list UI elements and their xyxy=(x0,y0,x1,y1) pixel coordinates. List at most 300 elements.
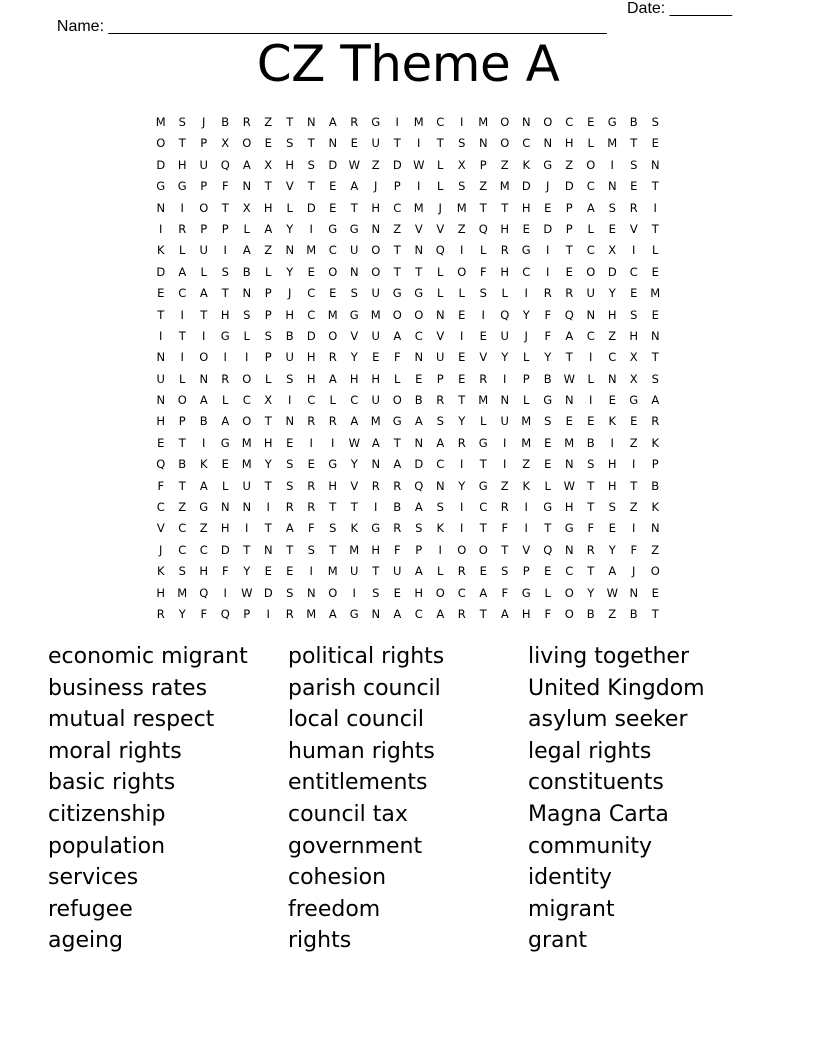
grid-letter: Z xyxy=(608,606,617,621)
grid-letter: Q xyxy=(435,243,445,258)
grid-letter: T xyxy=(329,500,337,515)
grid-letter: N xyxy=(156,393,166,408)
grid-letter: U xyxy=(371,328,380,343)
grid-letter: I xyxy=(223,243,227,258)
grid-letter: O xyxy=(242,136,252,151)
grid-letter: R xyxy=(242,115,251,129)
grid-letter: O xyxy=(242,371,252,386)
grid-letter: C xyxy=(414,606,423,621)
grid-letter: I xyxy=(266,606,270,621)
grid-letter: L xyxy=(652,243,659,258)
grid-letter: Y xyxy=(544,350,552,365)
word-list-item: refugee xyxy=(48,896,133,922)
grid-letter: R xyxy=(371,478,380,493)
grid-letter: A xyxy=(565,328,574,343)
grid-letter: R xyxy=(178,221,187,236)
grid-letter: S xyxy=(286,136,294,151)
grid-letter: K xyxy=(651,435,660,450)
grid-letter: C xyxy=(586,328,595,343)
grid-letter: T xyxy=(458,393,466,408)
grid-letter: S xyxy=(329,521,337,536)
grid-letter: M xyxy=(241,435,252,450)
grid-letter: T xyxy=(264,179,272,194)
grid-letter: E xyxy=(350,136,358,151)
grid-letter: U xyxy=(350,564,359,579)
grid-letter: E xyxy=(157,286,165,301)
grid-letter: C xyxy=(393,200,402,215)
grid-letter: N xyxy=(242,286,252,301)
grid-letter: C xyxy=(565,115,574,129)
grid-letter: R xyxy=(479,371,488,386)
grid-letter: I xyxy=(460,500,464,515)
grid-letter: M xyxy=(155,115,166,129)
grid-letter: I xyxy=(309,221,313,236)
grid-letter: S xyxy=(350,286,358,301)
grid-letter: N xyxy=(478,136,488,151)
grid-letter: G xyxy=(156,179,166,194)
grid-letter: F xyxy=(157,478,165,493)
grid-letter: Q xyxy=(500,307,510,322)
word-list-item: citizenship xyxy=(48,801,166,827)
grid-letter: Y xyxy=(608,286,616,301)
grid-letter: M xyxy=(241,457,252,472)
grid-letter: B xyxy=(586,606,595,621)
grid-letter: L xyxy=(265,264,272,279)
grid-letter: I xyxy=(288,393,292,408)
grid-letter: M xyxy=(607,136,618,151)
grid-letter: E xyxy=(651,585,659,600)
grid-letter: E xyxy=(393,585,401,600)
grid-row xyxy=(150,476,666,497)
grid-letter: M xyxy=(327,307,338,322)
grid-letter: J xyxy=(632,564,636,579)
grid-letter: D xyxy=(543,221,553,236)
grid-letter: C xyxy=(414,328,423,343)
grid-letter: T xyxy=(178,478,186,493)
grid-letter: A xyxy=(651,393,660,408)
grid-letter: I xyxy=(610,435,614,450)
grid-letter: Z xyxy=(199,521,208,536)
grid-letter: Y xyxy=(243,564,251,579)
grid-row xyxy=(150,561,666,582)
grid-letter: R xyxy=(307,500,316,515)
grid-letter: P xyxy=(479,157,487,172)
grid-letter: B xyxy=(629,115,638,129)
grid-letter: T xyxy=(630,136,638,151)
grid-row xyxy=(150,240,666,261)
word-list-item: economic migrant xyxy=(48,644,248,669)
grid-letter: E xyxy=(630,179,638,194)
grid-letter: F xyxy=(544,307,552,322)
grid-letter: E xyxy=(651,264,659,279)
grid-letter: A xyxy=(350,414,359,429)
grid-letter: Y xyxy=(587,585,595,600)
grid-letter: I xyxy=(159,221,163,236)
grid-letter: U xyxy=(242,478,251,493)
grid-letter: P xyxy=(436,371,444,386)
grid-letter: N xyxy=(607,179,617,194)
grid-letter: I xyxy=(438,542,442,557)
grid-letter: A xyxy=(436,435,445,450)
grid-letter: O xyxy=(177,393,187,408)
grid-letter: L xyxy=(544,585,551,600)
grid-letter: T xyxy=(479,457,487,472)
grid-letter: R xyxy=(436,393,445,408)
grid-letter: P xyxy=(200,221,208,236)
grid-row xyxy=(150,326,666,347)
grid-letter: G xyxy=(478,478,488,493)
grid-letter: Q xyxy=(156,457,166,472)
word-list-item: human rights xyxy=(288,738,435,764)
grid-letter: L xyxy=(243,221,250,236)
grid-letter: G xyxy=(564,521,574,536)
grid-letter: B xyxy=(651,478,660,493)
grid-letter: I xyxy=(202,435,206,450)
grid-letter: S xyxy=(178,115,186,129)
grid-letter: Y xyxy=(608,542,616,557)
word-list-item: business rates xyxy=(48,675,208,701)
grid-letter: F xyxy=(501,585,509,600)
grid-row xyxy=(150,219,666,240)
grid-letter: W xyxy=(348,435,360,450)
grid-letter: T xyxy=(651,350,659,365)
grid-letter: O xyxy=(435,585,445,600)
grid-letter: T xyxy=(286,542,294,557)
grid-letter: J xyxy=(288,286,292,301)
grid-letter: E xyxy=(608,393,616,408)
grid-letter: M xyxy=(521,414,532,429)
grid-letter: Q xyxy=(543,542,553,557)
grid-letter: T xyxy=(286,115,294,129)
grid-letter: I xyxy=(180,200,184,215)
grid-row xyxy=(150,305,666,326)
grid-letter: E xyxy=(286,435,294,450)
grid-letter: E xyxy=(544,564,552,579)
grid-letter: S xyxy=(608,200,616,215)
grid-letter: T xyxy=(565,243,573,258)
grid-letter: F xyxy=(544,606,552,621)
grid-letter: T xyxy=(307,179,315,194)
grid-letter: U xyxy=(156,371,165,386)
grid-letter: N xyxy=(564,393,574,408)
grid-letter: O xyxy=(371,243,381,258)
grid-letter: H xyxy=(328,478,338,493)
grid-letter: S xyxy=(458,136,466,151)
grid-letter: W xyxy=(606,585,618,600)
grid-letter: S xyxy=(630,157,638,172)
grid-letter: H xyxy=(306,350,316,365)
grid-letter: I xyxy=(374,500,378,515)
grid-letter: H xyxy=(521,606,531,621)
grid-letter: M xyxy=(650,286,661,301)
grid-letter: G xyxy=(328,221,338,236)
grid-letter: V xyxy=(479,350,488,365)
grid-letter: C xyxy=(178,521,187,536)
grid-letter: E xyxy=(221,457,229,472)
grid-letter: E xyxy=(587,414,595,429)
grid-letter: T xyxy=(651,179,659,194)
grid-letter: L xyxy=(222,393,229,408)
grid-letter: A xyxy=(500,606,509,621)
grid-letter: H xyxy=(607,478,617,493)
grid-letter: A xyxy=(328,115,337,129)
grid-letter: T xyxy=(200,307,208,322)
grid-letter: H xyxy=(607,457,617,472)
grid-letter: Z xyxy=(629,500,638,515)
grid-letter: O xyxy=(156,136,166,151)
grid-letter: I xyxy=(524,521,528,536)
word-list-item: migrant xyxy=(528,896,615,922)
word-list-column-2 xyxy=(288,641,444,957)
grid-letter: I xyxy=(395,115,399,129)
grid-letter: C xyxy=(178,542,187,557)
grid-letter: S xyxy=(608,500,616,515)
grid-letter: U xyxy=(500,328,509,343)
grid-letter: I xyxy=(610,157,614,172)
grid-letter: S xyxy=(436,414,444,429)
word-search-grid xyxy=(150,112,666,625)
grid-letter: S xyxy=(286,371,294,386)
grid-letter: V xyxy=(350,328,359,343)
grid-letter: I xyxy=(159,328,163,343)
grid-letter: S xyxy=(436,500,444,515)
grid-letter: N xyxy=(349,264,359,279)
grid-letter: N xyxy=(629,585,639,600)
grid-letter: I xyxy=(632,521,636,536)
grid-letter: P xyxy=(221,221,229,236)
grid-letter: W xyxy=(413,157,425,172)
grid-letter: M xyxy=(306,243,317,258)
grid-letter: E xyxy=(307,457,315,472)
grid-letter: M xyxy=(370,307,381,322)
grid-letter: R xyxy=(500,500,509,515)
grid-row xyxy=(150,604,666,625)
grid-letter: T xyxy=(479,200,487,215)
grid-letter: G xyxy=(607,115,617,129)
grid-row xyxy=(150,155,666,176)
grid-letter: R xyxy=(565,286,574,301)
grid-letter: T xyxy=(221,286,229,301)
grid-letter: I xyxy=(653,200,657,215)
grid-letter: F xyxy=(587,521,595,536)
grid-letter: G xyxy=(392,286,402,301)
grid-letter: Q xyxy=(220,606,230,621)
grid-letter: C xyxy=(565,564,574,579)
grid-letter: S xyxy=(501,564,509,579)
grid-letter: O xyxy=(564,606,574,621)
grid-letter: I xyxy=(460,115,464,129)
grid-letter: I xyxy=(503,371,507,386)
grid-letter: P xyxy=(200,179,208,194)
grid-letter: L xyxy=(179,371,186,386)
grid-letter: O xyxy=(328,264,338,279)
header xyxy=(48,0,748,35)
grid-letter: R xyxy=(285,606,294,621)
grid-letter: Z xyxy=(500,478,509,493)
word-list-item: political rights xyxy=(288,644,445,669)
grid-letter: T xyxy=(415,264,423,279)
grid-letter: T xyxy=(393,435,401,450)
grid-letter: F xyxy=(200,606,208,621)
grid-row xyxy=(150,176,666,197)
grid-letter: F xyxy=(501,521,509,536)
grid-letter: H xyxy=(285,157,295,172)
grid-letter: O xyxy=(650,564,660,579)
grid-letter: H xyxy=(629,328,639,343)
grid-letter: Y xyxy=(350,350,358,365)
grid-letter: A xyxy=(328,371,337,386)
grid-letter: L xyxy=(179,243,186,258)
grid-letter: N xyxy=(607,371,617,386)
grid-letter: H xyxy=(349,371,359,386)
word-list-item: legal rights xyxy=(528,738,652,764)
grid-letter: L xyxy=(437,564,444,579)
grid-letter: R xyxy=(543,286,552,301)
grid-letter: G xyxy=(349,221,359,236)
grid-letter: T xyxy=(157,307,165,322)
grid-letter: K xyxy=(436,521,445,536)
grid-letter: S xyxy=(221,264,229,279)
grid-letter: E xyxy=(608,521,616,536)
grid-letter: P xyxy=(565,200,573,215)
grid-letter: O xyxy=(500,136,510,151)
grid-letter: H xyxy=(220,521,230,536)
grid-letter: Q xyxy=(199,585,209,600)
grid-letter: A xyxy=(414,500,423,515)
grid-letter: C xyxy=(586,179,595,194)
grid-letter: U xyxy=(285,350,294,365)
grid-letter: U xyxy=(500,414,509,429)
grid-letter: R xyxy=(221,371,230,386)
grid-row xyxy=(150,262,666,283)
grid-letter: A xyxy=(371,435,380,450)
grid-letter: O xyxy=(392,307,402,322)
grid-letter: B xyxy=(543,371,552,386)
grid-letter: N xyxy=(306,585,316,600)
grid-letter: U xyxy=(350,243,359,258)
grid-letter: N xyxy=(371,457,381,472)
grid-letter: R xyxy=(156,606,165,621)
grid-letter: L xyxy=(437,179,444,194)
grid-letter: E xyxy=(544,435,552,450)
grid-letter: H xyxy=(371,371,381,386)
grid-letter: I xyxy=(460,243,464,258)
word-list-item: constituents xyxy=(528,770,664,796)
grid-letter: F xyxy=(221,564,229,579)
grid-letter: A xyxy=(436,606,445,621)
grid-letter: H xyxy=(371,200,381,215)
grid-letter: M xyxy=(456,200,467,215)
grid-letter: C xyxy=(307,286,316,301)
date-field: Date: _______ xyxy=(627,0,732,17)
grid-letter: E xyxy=(264,136,272,151)
grid-letter: K xyxy=(199,457,208,472)
grid-letter: R xyxy=(586,542,595,557)
word-list-item: ageing xyxy=(48,928,124,954)
grid-letter: L xyxy=(523,350,530,365)
word-list-item: entitlements xyxy=(288,770,428,796)
grid-letter: U xyxy=(371,393,380,408)
grid-letter: H xyxy=(500,264,510,279)
grid-letter: T xyxy=(329,542,337,557)
grid-letter: Y xyxy=(264,457,272,472)
grid-letter: N xyxy=(328,136,338,151)
grid-letter: E xyxy=(329,179,337,194)
grid-letter: N xyxy=(285,414,295,429)
grid-letter: C xyxy=(178,286,187,301)
grid-letter: C xyxy=(457,585,466,600)
grid-letter: V xyxy=(522,542,531,557)
grid-letter: G xyxy=(371,521,381,536)
grid-letter: U xyxy=(586,286,595,301)
word-list-item: council tax xyxy=(288,801,408,827)
grid-letter: Z xyxy=(393,221,402,236)
grid-letter: D xyxy=(414,457,424,472)
grid-letter: N xyxy=(543,136,553,151)
grid-letter: Y xyxy=(350,457,358,472)
grid-letter: N xyxy=(220,500,230,515)
word-list-item: asylum seeker xyxy=(528,707,688,733)
grid-letter: G xyxy=(414,286,424,301)
grid-letter: T xyxy=(501,200,509,215)
grid-letter: N xyxy=(263,542,273,557)
grid-letter: H xyxy=(306,371,316,386)
grid-letter: M xyxy=(478,393,489,408)
grid-letter: E xyxy=(458,307,466,322)
grid-letter: H xyxy=(564,500,574,515)
grid-letter: R xyxy=(328,350,337,365)
grid-letter: E xyxy=(651,307,659,322)
grid-letter: L xyxy=(480,243,487,258)
grid-letter: Q xyxy=(414,478,424,493)
grid-letter: I xyxy=(245,521,249,536)
grid-letter: R xyxy=(457,435,466,450)
grid-letter: I xyxy=(331,435,335,450)
grid-letter: E xyxy=(565,414,573,429)
grid-letter: E xyxy=(329,286,337,301)
grid-letter: F xyxy=(393,542,401,557)
grid-letter: A xyxy=(264,221,273,236)
grid-letter: H xyxy=(263,435,273,450)
grid-letter: V xyxy=(436,328,445,343)
grid-letter: E xyxy=(286,564,294,579)
grid-letter: I xyxy=(460,328,464,343)
grid-letter: I xyxy=(460,457,464,472)
grid-letter: O xyxy=(500,115,510,129)
grid-letter: S xyxy=(544,414,552,429)
grid-letter: I xyxy=(352,585,356,600)
grid-letter: B xyxy=(393,500,402,515)
grid-letter: T xyxy=(544,521,552,536)
grid-letter: P xyxy=(565,221,573,236)
grid-letter: L xyxy=(501,286,508,301)
grid-letter: V xyxy=(629,221,638,236)
word-list-item: United Kingdom xyxy=(528,675,705,701)
grid-letter: E xyxy=(307,264,315,279)
grid-letter: S xyxy=(651,115,659,129)
grid-letter: H xyxy=(285,307,295,322)
grid-letter: D xyxy=(521,179,531,194)
grid-letter: S xyxy=(286,478,294,493)
grid-letter: H xyxy=(156,414,166,429)
grid-letter: S xyxy=(307,157,315,172)
grid-letter: W xyxy=(241,585,253,600)
grid-letter: A xyxy=(199,393,208,408)
grid-letter: K xyxy=(651,500,660,515)
grid-letter: Z xyxy=(608,328,617,343)
grid-row xyxy=(150,112,666,133)
grid-letter: T xyxy=(264,521,272,536)
